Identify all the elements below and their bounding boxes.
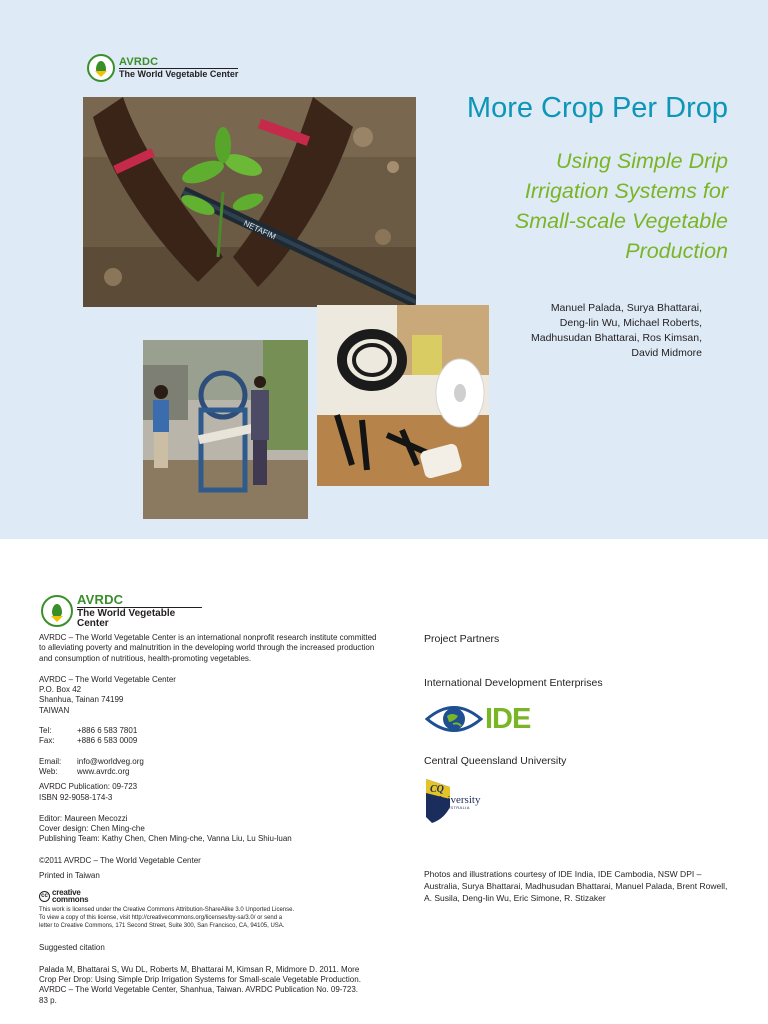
subtitle-line: Using Simple Drip: [555, 149, 728, 173]
ide-wordmark: IDE: [485, 702, 531, 735]
partners-heading: Project Partners: [424, 633, 500, 645]
photo-hands-seedling: [83, 97, 416, 307]
phone-number: +886 6 583 7801: [77, 726, 138, 736]
contact-label: Fax:: [39, 736, 55, 746]
credit-line: Cover design: Chen Ming-che: [39, 824, 145, 834]
cqu-cq: CQ: [430, 783, 444, 795]
phone-contacts: [39, 726, 379, 747]
ide-logo: [425, 702, 530, 736]
institute-description: AVRDC – The World Vegetable Center is an international nonprofit research institute committed to alleviating poverty and malnutrition in the developing world through the increased production and consumption of nutritious, health-promoting vegetables.: [39, 633, 377, 663]
cqu-university: University: [434, 793, 481, 806]
web-contacts: [39, 757, 379, 778]
contact-label: Email:: [39, 756, 62, 766]
isbn: ISBN 92-9058-174-3: [39, 792, 113, 802]
author-line: David Midmore: [631, 347, 702, 359]
author-line: Madhusudan Bhattarai, Ros Kimsan,: [530, 332, 702, 344]
photo-drip-kit: [317, 305, 489, 486]
logo-name: AVRDC: [77, 592, 124, 607]
creative-commons-logo: [39, 889, 379, 903]
email-link[interactable]: info@worldveg.org: [77, 756, 144, 766]
suggested-citation: Palada M, Bhattarai S, Wu DL, Roberts M, Bhattarai M, Kimsan R, Midmore D. 2011. More Crop Per Drop: Using Simple Drip Irrigation Systems for Small-scale Vegetable Production. AVRDC – The World Vegetable Center, Shanhua, Taiwan. AVRDC Publication No. 09-723. 83 p.: [39, 964, 361, 1005]
license-line: letter to Creative Commons, 171 Second Street, Suite 300, San Francisco, CA, 94105, USA.: [39, 923, 285, 930]
drip-tape-label: NETAFIM: [242, 218, 278, 242]
cqu-logo: [424, 777, 480, 825]
subtitle-line: Small-scale Vegetable: [514, 209, 728, 233]
author-line: Manuel Palada, Surya Bhattarai,: [550, 302, 702, 314]
subtitle-line: Production: [625, 239, 728, 263]
avrdc-emblem-icon: [87, 54, 115, 82]
citation-heading: Suggested citation: [39, 943, 105, 953]
contact-label: Tel:: [39, 726, 52, 736]
publication-number: AVRDC Publication: 09-723: [39, 782, 138, 792]
cover-title: More Crop Per Drop: [466, 92, 728, 124]
license-line: To view a copy of this license, visit http://creativecommons.org/licenses/by-sa/3.0/ or send a: [39, 915, 283, 922]
publication-ids: [39, 782, 379, 803]
avrdc-emblem-icon: [41, 595, 73, 627]
imprint-page: [0, 539, 768, 1024]
copyright: ©2011 AVRDC – The World Vegetable Center: [39, 855, 201, 865]
address-line: P.O. Box 42: [39, 685, 82, 695]
cqu-wordmark: [430, 785, 480, 810]
printed-in: Printed in Taiwan: [39, 871, 100, 881]
postal-address: [39, 675, 379, 716]
ide-eye-icon: [425, 702, 483, 736]
logo-name: AVRDC: [119, 55, 159, 68]
credit-line: Publishing Team: Kathy Chen, Chen Ming-che, Vanna Liu, Lu Shiu-luan: [39, 834, 292, 844]
photo-credits: Photos and illustrations courtesy of IDE India, IDE Cambodia, NSW DPI – Australia, Surya Bhattarai, Madhusudan Bhattarai, Manuel Palada, Brent Rowell, A. Susila, Deng-lin Wu, Eric Simone, R. Stizaker: [424, 869, 728, 903]
editorial-credits: [39, 814, 379, 845]
license-line: This work is licensed under the Creative Commons Attribution-ShareAlike 3.0 Unported License.: [39, 907, 295, 914]
contact-label: Web:: [39, 766, 58, 776]
address-line: TAIWAN: [39, 705, 70, 715]
cover-subtitle: [428, 146, 728, 266]
logo-tagline: The World Vegetable Center: [77, 607, 202, 630]
fax-number: +886 6 583 0009: [77, 736, 138, 746]
license-text: [39, 906, 379, 930]
address-line: AVRDC – The World Vegetable Center: [39, 674, 176, 684]
credit-line: Editor: Maureen Mecozzi: [39, 813, 128, 823]
cqu-country: AUSTRALIA: [444, 804, 470, 810]
cc-wordmark: creative commons: [52, 888, 89, 905]
avrdc-logo-back: [41, 593, 202, 630]
website-link[interactable]: www.avrdc.org: [77, 766, 130, 776]
address-line: Shanhua, Tainan 74199: [39, 695, 124, 705]
partner-cqu-name: Central Queensland University: [424, 755, 567, 767]
partner-ide-name: International Development Enterprises: [424, 677, 603, 689]
logo-tagline: The World Vegetable Center: [119, 69, 239, 80]
avrdc-logo: [87, 54, 238, 82]
cc-icon: cc: [39, 891, 50, 902]
subtitle-line: Irrigation Systems for: [524, 179, 728, 203]
imprint-info: [39, 633, 379, 1006]
author-line: Deng-lin Wu, Michael Roberts,: [559, 317, 702, 329]
photo-treadle-pump: [143, 340, 308, 519]
